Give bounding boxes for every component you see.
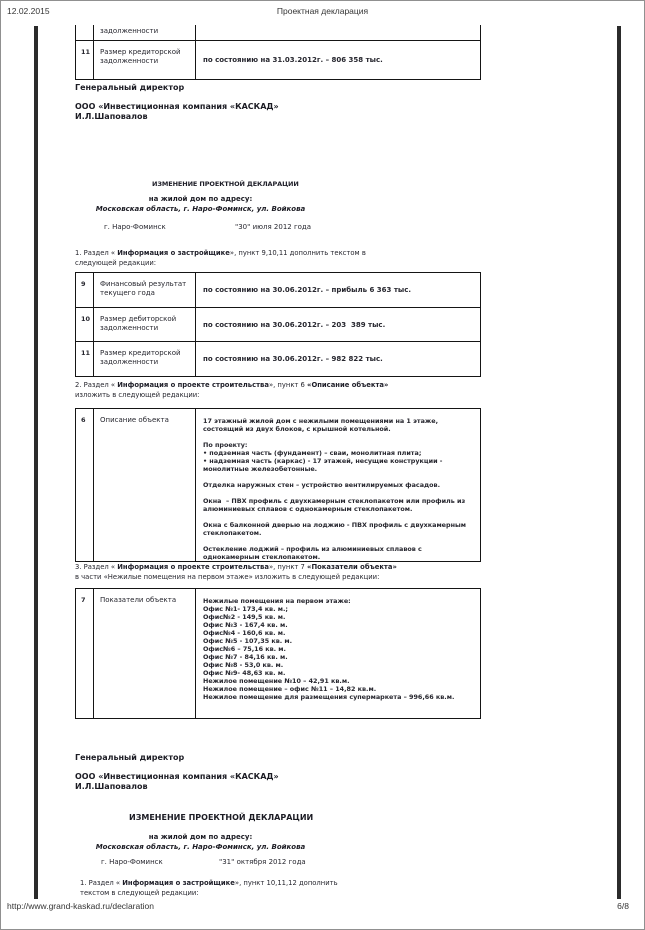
metrics-line: Офис№6 – 75,16 кв. м. [203,645,286,653]
signature-role: Генеральный директор [75,753,185,762]
cell-number: 6 [76,409,94,561]
cell-label: Размер кредиторской задолженности [94,342,196,376]
table-row [76,409,480,562]
metrics-line: Офис№2 - 149,5 кв. м. [203,613,286,621]
date-label: "30" июля 2012 года [235,223,312,231]
description-line [203,489,472,497]
cell-number [76,25,94,40]
cell-value [196,41,480,79]
table-debt-fragment [75,25,481,80]
cell-label: Показатели объекта [94,589,196,718]
metrics-line: Офис №3 - 167,4 кв. м. [203,621,288,629]
page-edge-left [34,26,38,899]
cell-value [196,589,480,718]
cell-value-text: по состоянию на 30.06.2012г. – 982 822 тыс. [203,355,383,363]
cell-label: Размер кредиторской задолженности [94,41,196,79]
table-row [76,25,480,41]
metrics-line: Офис №8 - 53,0 кв. м. [203,661,284,669]
signature-block [75,753,279,792]
metrics-line: Офис №9- 48,63 кв. м. [203,669,286,677]
cell-number: 11 [76,41,94,79]
metrics-line: Нежилые помещения на первом этаже: [203,597,351,605]
paragraph-section-1 [75,249,387,268]
table-row [76,589,480,719]
paragraph-bold: Информация о застройщике [122,879,235,887]
cell-label: Размер дебиторской задолженности [94,308,196,341]
cell-label: задолженности [94,25,196,40]
address-subheading: на жилой дом по адресу: [148,195,253,203]
address-subheading: на жилой дом по адресу: [148,833,253,841]
address-block [63,832,338,852]
metrics-line: Офис №7 - 84,16 кв. м. [203,653,288,661]
cell-label: Описание объекта [94,409,196,561]
description-line: По проекту: [203,441,248,449]
paragraph-text: », пункт 7 [268,563,308,571]
table-row [76,342,480,377]
description-line: • подземная часть (фундамент) – сваи, монолитная плита; [203,449,422,457]
cell-number: 9 [76,273,94,307]
city-label: г. Наро-Фоминск [104,223,166,231]
paragraph-text: следующей редакции: [75,258,157,267]
paragraph-text: 1. Раздел « [75,249,118,257]
cell-value [196,25,480,40]
paragraph-text: », пункт 9,10,11 дополнить текстом в [229,249,366,257]
metrics-line: Нежилое помещение №10 – 42,91 кв.м. [203,677,350,685]
signature-name: И.Л.Шаповалов [75,112,148,121]
cell-number: 11 [76,342,94,376]
print-footer-page-number: 6/8 [617,901,629,911]
signature-role: Генеральный директор [75,83,185,92]
paragraph-text: 1. Раздел « [80,879,123,887]
paragraph-text: », пункт 6 [268,381,308,389]
description-line: 17 этажный жилой дом с нежилыми помещениями на 1 этаже, состоящий из двух блоков, с крышной котельной. [203,417,439,433]
signature-block [75,83,279,122]
signature-name: И.Л.Шаповалов [75,782,148,791]
metrics-line: Офис №1- 173,4 кв. м.; [203,605,288,613]
table-row [76,41,480,80]
table-description [75,408,481,562]
description-line [203,513,472,521]
paragraph-text: », пункт 10,11,12 дополнить [234,879,338,887]
cell-value-text: по состоянию на 30.06.2012г. – прибыль 6 363 тыс. [203,286,412,294]
paragraph-text: изложить в следующей редакции: [75,390,200,399]
cell-value [196,342,480,376]
cell-number: 7 [76,589,94,718]
table-finance [75,272,481,377]
table-row [76,273,480,308]
paragraph-text: 3. Раздел « [75,563,118,571]
metrics-line: Нежилое помещение для размещения супермаркета – 996,66 кв.м. [203,693,455,701]
description-line [203,537,472,545]
paragraph-bold: Информация о проекте строительства [117,381,269,389]
description-line [203,473,472,481]
signature-company: ООО «Инвестиционная компания «КАСКАД» [75,772,279,781]
paragraph-section-3 [75,563,407,582]
description-line: Окна с балконной дверью на лоджию - ПВХ профиль с двухкамерным стеклопакетом. [203,521,466,537]
cell-number: 10 [76,308,94,341]
cell-value [196,409,480,561]
description-line [203,433,472,441]
table-row [76,308,480,342]
cell-value-text: по состоянию на 31.03.2012г. – 806 358 тыс. [203,56,383,64]
paragraph-text: 2. Раздел « [75,381,118,389]
print-header-date: 12.02.2015 [7,6,50,16]
paragraph-bold: «Показатели объекта» [307,563,397,571]
paragraph-section-2 [75,381,395,400]
description-line: • надземная часть (каркас) - 17 этажей, несущие конструкции - монолитные железобетонные. [203,457,443,473]
date-label: "31" октября 2012 года [219,858,306,866]
amendment-heading: ИЗМЕНЕНИЕ ПРОЕКТНОЙ ДЕКЛАРАЦИИ [129,813,314,822]
metrics-line: Нежилое помещение – офис №11 – 14,82 кв.м. [203,685,377,693]
cell-value-text: по состоянию на 30.06.2012г. – 203 389 тыс. [203,320,386,329]
page-edge-right [617,26,621,899]
amendment-heading: ИЗМЕНЕНИЕ ПРОЕКТНОЙ ДЕКЛАРАЦИИ [152,180,299,188]
address-line: Московская область, г. Наро-Фоминск, ул. Войкова [95,205,306,213]
city-label: г. Наро-Фоминск [101,858,163,866]
paragraph-bold: Информация о застройщике [117,249,230,257]
print-header-title: Проектная декларация [276,6,369,16]
address-block [63,194,338,214]
cell-value [196,273,480,307]
address-line: Московская область, г. Наро-Фоминск, ул. Войкова [95,843,306,851]
metrics-line: Офис№4 - 160,6 кв. м. [203,629,286,637]
paragraph-text: текстом в следующей редакции: [80,888,199,897]
cell-label: Финансовый результат текущего года [94,273,196,307]
print-footer-url: http://www.grand-kaskad.ru/declaration [7,901,154,911]
paragraph-section-4 [80,879,360,898]
signature-company: ООО «Инвестиционная компания «КАСКАД» [75,102,279,111]
cell-value [196,308,480,341]
description-line: Окна – ПВХ профиль с двухкамерным стеклопакетом или профиль из алюминиевых сплавов с однокамерным стеклопакетом. [203,497,466,513]
description-line: Отделка наружных стен – устройство вентилируемых фасадов. [203,481,441,489]
metrics-line: Офис №5 - 107,35 кв. м. [203,637,293,645]
paragraph-text: в части «Нежилые помещения на первом этаже» изложить в следующей редакции: [75,572,380,581]
paragraph-bold: Информация о проекте строительства [117,563,269,571]
description-line: Остекление лоджий – профиль из алюминиевых сплавов с однокамерным стеклопакетом. [203,545,422,561]
table-metrics [75,588,481,719]
paragraph-bold: «Описание объекта» [307,381,389,389]
